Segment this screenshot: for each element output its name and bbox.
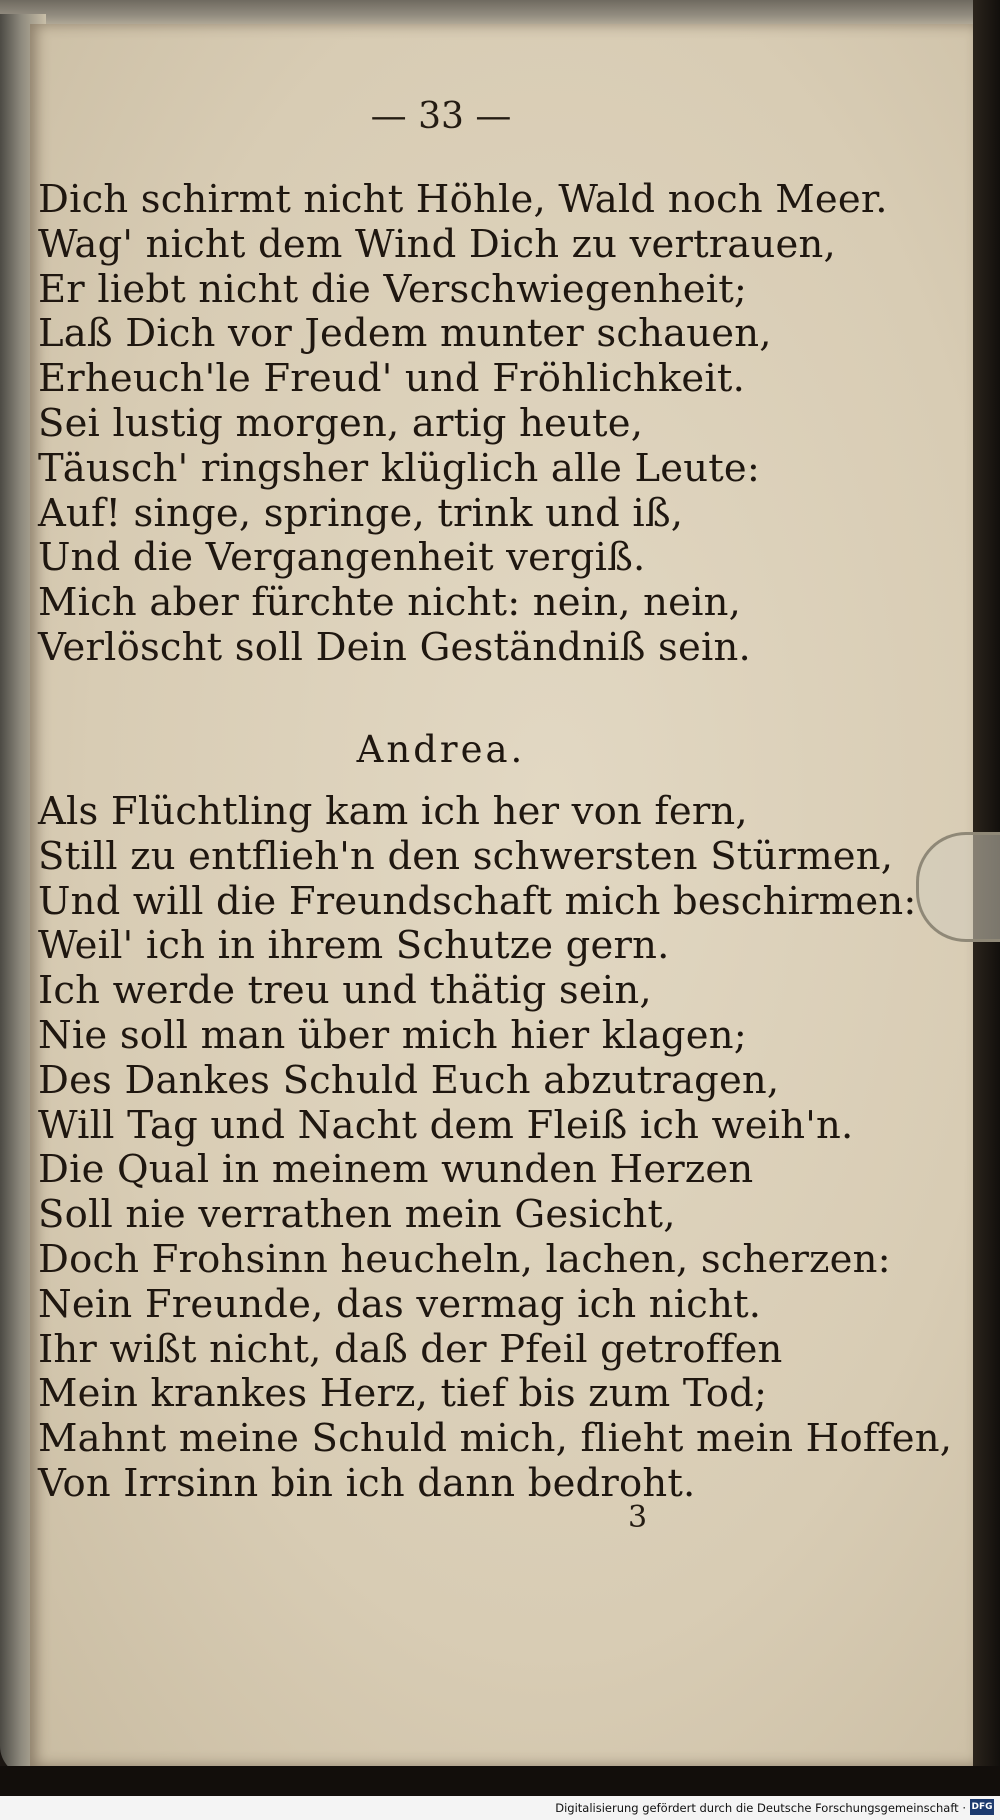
verse-line: Die Qual in meinem wunden Herzen <box>38 1147 754 1193</box>
verse-line: Sei lustig morgen, artig heute, <box>38 400 644 446</box>
verse-line: Mich aber fürchte nicht: nein, nein, <box>38 580 742 626</box>
verse-line: Als Flüchtling kam ich her von fern, <box>38 789 748 834</box>
verse-line: Laß Dich vor Jedem munter schauen, <box>38 311 772 357</box>
verse-line: Doch Frohsinn heucheln, lachen, scherzen: <box>38 1236 891 1282</box>
verse-line: Nein Freunde, das vermag ich nicht. <box>38 1281 762 1327</box>
verse-line: Weil' ich in ihrem Schutze gern. <box>38 923 670 969</box>
verse-line: Mahnt meine Schuld mich, flieht mein Hoffen, <box>38 1416 953 1462</box>
verse-line: Soll nie verrathen mein Gesicht, <box>38 1192 676 1238</box>
dfg-logo: DFG <box>970 1799 994 1815</box>
page-number: — 33 — <box>370 96 512 137</box>
verse-line: Ihr wißt nicht, daß der Pfeil getroffen <box>38 1326 783 1372</box>
verse-line: Will Tag und Nacht dem Fleiß ich weih'n. <box>38 1102 854 1148</box>
verse-line: Und will die Freundschaft mich beschirmen: <box>38 878 917 924</box>
verse-line: Dich schirmt nicht Höhle, Wald noch Meer. <box>38 177 888 222</box>
funding-credit: Digitalisierung gefördert durch die Deutsche Forschungsgemeinschaft · <box>555 1801 966 1815</box>
section-title: Andrea. <box>356 728 526 771</box>
page-stack-top-edge <box>0 0 975 26</box>
verse-line: Ich werde treu und thätig sein, <box>38 968 652 1014</box>
verse-line: Erheuch'le Freud' und Fröhlichkeit. <box>38 356 746 402</box>
verse-line: Wag' nicht dem Wind Dich zu vertrauen, <box>38 221 836 267</box>
verse-line: Des Dankes Schuld Euch abzutragen, <box>38 1057 780 1103</box>
verse-line: Von Irrsinn bin ich dann bedroht. <box>38 1460 696 1506</box>
verse-line: Er liebt nicht die Verschwiegenheit; <box>38 266 748 312</box>
verse-line: Und die Vergangenheit vergiß. <box>38 535 646 581</box>
stanza-1 <box>38 178 888 671</box>
verse-line: Täusch' ringsher klüglich alle Leute: <box>38 445 761 491</box>
signature-mark: 3 <box>628 1500 648 1535</box>
verse-line: Mein krankes Herz, tief bis zum Tod; <box>38 1371 768 1417</box>
verse-line: Still zu entflieh'n den schwersten Stürmen, <box>38 833 894 879</box>
verse-line: Auf! singe, springe, trink und iß, <box>38 490 684 536</box>
stanza-2 <box>38 790 952 1507</box>
verse-line: Nie soll man über mich hier klagen; <box>38 1012 747 1058</box>
verse-line: Verlöscht soll Dein Geständniß sein. <box>38 624 751 670</box>
